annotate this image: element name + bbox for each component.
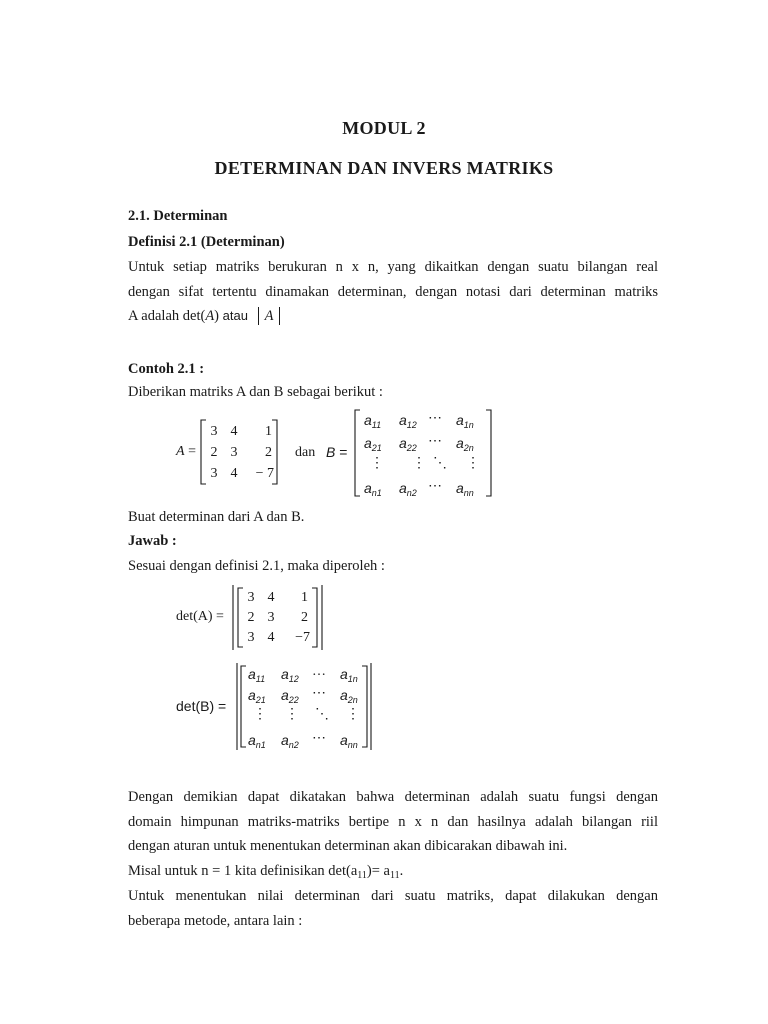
- det-a-cell: 4: [267, 590, 275, 605]
- definition-mid: ): [214, 308, 223, 324]
- det-a-cell: 1: [301, 590, 308, 605]
- matrix-b-cell: ⋯: [428, 479, 442, 494]
- det-b-cell: ⋮: [253, 707, 267, 722]
- det-b-cell: $a_{1n}$: [340, 666, 358, 684]
- matrix-a-label: A =: [176, 444, 196, 459]
- det-b-cell: …: [312, 664, 326, 679]
- answer-intro: Sesuai dengan definisi 2.1, maka diperoleh :: [128, 558, 385, 574]
- example-title: Contoh 2.1 :: [128, 361, 205, 377]
- det-b-cell: $a_{2n}$: [340, 687, 358, 705]
- det-b-cell: $a_{n2}$: [281, 732, 299, 750]
- matrix-a-cell: 2: [210, 445, 218, 460]
- det-b-cell: $a_{nn}$: [340, 732, 358, 750]
- det-b-cell: ⋮: [285, 707, 299, 722]
- det-b-label: det(B) =: [176, 698, 227, 714]
- abs-var: A: [264, 308, 274, 324]
- method-line-2: beberapa metode, antara lain :: [128, 913, 303, 929]
- matrix-b-cell: $a_{n2}$: [399, 480, 417, 498]
- definition-title: Definisi 2.1 (Determinan): [128, 234, 285, 250]
- det-a-cell: 3: [267, 610, 275, 625]
- matrix-b-cell: ⋮: [412, 456, 426, 471]
- definition-var: A: [205, 308, 215, 324]
- method-line-1: Untuk menentukan nilai determinan dari suatu matriks, dapat dilakukan dengan: [128, 888, 658, 904]
- matrix-b-cell: $a_{21}$: [364, 435, 382, 453]
- matrix-b-cell: $a_{22}$: [399, 435, 417, 453]
- n1-mid: )= a: [366, 863, 390, 879]
- matrix-a-cell: 2: [265, 445, 272, 460]
- det-b-cell: ⋯: [312, 731, 326, 746]
- closing-line-2: domain himpunan matriks-matriks bertipe n x n dan hasilnya adalah bilangan riil: [128, 814, 658, 830]
- matrix-b-cell: $a_{n1}$: [364, 480, 382, 498]
- det-b-cell: $a_{21}$: [248, 687, 266, 705]
- task-text: Buat determinan dari A dan B.: [128, 509, 305, 525]
- n1-definition: [128, 862, 658, 885]
- example-intro: Diberikan matriks A dan B sebagai berikut :: [128, 384, 383, 400]
- matrix-b-label: B =: [326, 444, 348, 460]
- n1-sub2: 11: [389, 870, 400, 881]
- matrix-a-cell: 3: [210, 466, 218, 481]
- matrix-b-cell: $a_{12}$: [399, 412, 417, 430]
- closing-line-1: Dengan demikian dapat dikatakan bahwa determinan adalah suatu fungsi dengan: [128, 789, 658, 805]
- n1-sub: 11: [357, 870, 367, 881]
- section-heading: 2.1. Determinan: [128, 208, 228, 224]
- matrix-b-cell: $a_{1n}$: [456, 412, 474, 430]
- det-b-cell: ⋮: [346, 707, 360, 722]
- det-a-cell: 4: [267, 630, 275, 645]
- module-title: DETERMINAN DAN INVERS MATRIKS: [214, 158, 554, 178]
- definition-line-1: Untuk setiap matriks berukuran n x n, yang dikaitkan dengan suatu bilangan real: [128, 259, 658, 275]
- det-b-cell: ⋯: [312, 686, 326, 701]
- definition-line-2: dengan sifat tertentu dinamakan determinan, dengan notasi dari determinan matriks: [128, 284, 658, 300]
- definition-prefix: A adalah det(: [128, 308, 206, 324]
- module-number: MODUL 2: [342, 118, 426, 138]
- definition-atau: atau: [222, 308, 248, 323]
- matrix-b-cell: ⋯: [428, 434, 442, 449]
- det-a-cell: 3: [247, 630, 255, 645]
- det-b-cell: ⋱: [315, 707, 329, 722]
- matrix-b-cell: $a_{2n}$: [456, 435, 474, 453]
- det-a-cell: −7: [295, 630, 310, 645]
- matrix-b-cell: ⋮: [466, 456, 480, 471]
- matrix-b-cell: ⋮: [370, 456, 384, 471]
- det-b-cell: $a_{11}$: [248, 666, 266, 684]
- matrix-a-cell: 1: [265, 424, 272, 439]
- matrix-b-cell: ⋯: [428, 411, 442, 426]
- det-a-label: det(A) =: [176, 609, 224, 624]
- matrix-a-cell: − 7: [255, 466, 274, 481]
- n1-prefix: Misal untuk n = 1 kita definisikan det(a: [128, 863, 358, 879]
- n1-end: .: [399, 863, 404, 879]
- matrix-a-cell: 4: [230, 424, 238, 439]
- det-b-cell: $a_{22}$: [281, 687, 299, 705]
- answer-title: Jawab :: [128, 533, 177, 549]
- matrix-a-cell: 3: [230, 445, 238, 460]
- closing-line-3: dengan aturan untuk menentukan determinan akan dibicarakan dibawah ini.: [128, 838, 568, 854]
- matrix-b-cell: $a_{nn}$: [456, 480, 474, 498]
- det-b-cell: $a_{n1}$: [248, 732, 266, 750]
- matrix-a-cell: 3: [210, 424, 218, 439]
- matrix-b-cell: $a_{11}$: [364, 412, 382, 430]
- matrix-b-cell: ⋱: [433, 456, 447, 471]
- det-a-cell: 3: [247, 590, 255, 605]
- det-a-cell: 2: [301, 610, 308, 625]
- det-b-cell: $a_{12}$: [281, 666, 299, 684]
- dan-connector: dan: [295, 445, 316, 460]
- det-a-cell: 2: [247, 610, 255, 625]
- matrix-a-cell: 4: [230, 466, 238, 481]
